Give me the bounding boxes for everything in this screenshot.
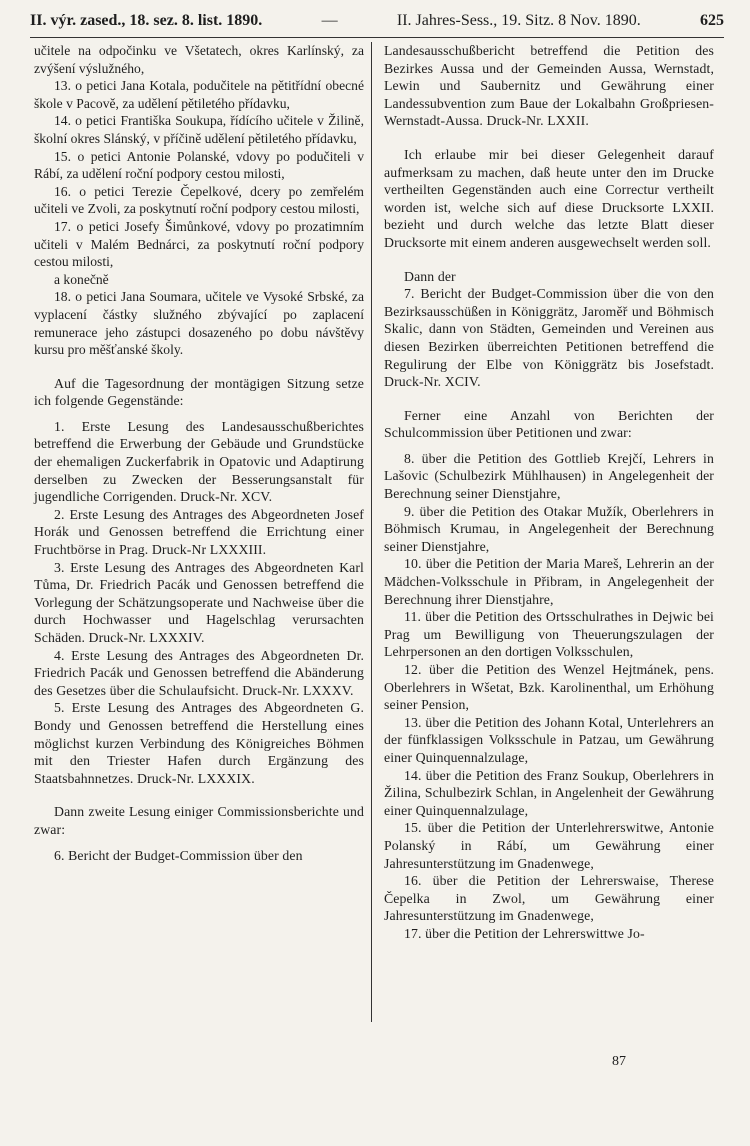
correction-notice: Ich erlaube mir bei dieser Gelegenheit darauf aufmerksam zu machen, daß heute unter den im Drucke vertheilten Gegenständen auch eine Correctur vertheilt worden ist, welche sich auf diese Drucksorte LXXII. bezieht und durch welche das letzte Blatt dieser Drucksorte mit einem anderen ausgewechselt werden soll. <box>384 146 714 250</box>
column-divider <box>371 42 372 1022</box>
agenda-item-8: 8. über die Petition des Gottlieb Krejčí, Lehrers in Lašovic (Schulbezirk Mühlhausen) in Angelegenheit der Berechnung seiner Dienstjahre, <box>384 450 714 502</box>
petition-item-13: 13. o petici Jana Kotala, podučitele na pětitřídní obecné škole v Pacově, za udělení pětiletého přídavku, <box>34 78 364 111</box>
agenda-item-6-continued: Landesausschußbericht betreffend die Petition des Bezirkes Aussa und der Gemeinden Aussa, Wernstadt, Lewin und Saubernitz und Gewährung einer Landessubvention zum Baue der Lokalbahn Großpriesen-Wernstadt-Aussa. Druck-Nr. LXXII. <box>384 43 714 129</box>
school-commission-intro: Ferner eine Anzahl von Berichten der Schulcommission über Petitionen und zwar: <box>384 407 714 441</box>
petition-item-14: 14. o petici Františka Soukupa, řídícího učitele v Žilině, školní okres Slánský, v příčině udělení pětiletého přídavku, <box>34 113 364 146</box>
header-german-session: II. Jahres-Sess., 19. Sitz. 8 Nov. 1890. <box>396 12 641 29</box>
agenda-item-13: 13. über die Petition des Johann Kotal, Unterlehrers an der fünfklassigen Volksschule in Patzau, um Gewährung einer Quinquennalzulage, <box>384 714 714 765</box>
signature-mark: 87 <box>612 1054 626 1069</box>
agenda-item-11: 11. über die Petition des Ortsschulrathes in Dejwic bei Prag um Bewilligung von Theuerungszulagen der Lehrpersonen an den dortigen Volksschulen, <box>384 609 714 660</box>
agenda-item-15: 15. über die Petition der Unterlehrerswitwe, Antonie Polanský in Rábí, um Gewährung einer Jahresunterstützung im Gnadenwege, <box>384 820 714 871</box>
agenda-item-10: 10. über die Petition der Maria Mareš, Lehrerin an der Mädchen-Volksschule in Přibram, in Angelegenheit der Berechnung ihrer Dienstjahre, <box>384 556 714 607</box>
agenda-item-14: 14. über die Petition des Franz Soukup, Oberlehrers in Žilina, Schulbezirk Schlan, in Angelenheit der Gewährung einer Quinquennalzulage, <box>384 767 714 818</box>
agenda-item-12: 12. über die Petition des Wenzel Hejtmánek, pens. Oberlehrers in Wšetat, Bzk. Karolinenthal, um Erhöhung seiner Pension, <box>384 662 714 713</box>
page-header <box>30 8 724 34</box>
agenda-item-5: 5. Erste Lesung des Antrages des Abgeordneten G. Bondy und Genossen betreffend die Herstellung eines möglichst kurzen Verbindung des Königreiches Böhmen mit den Triester Hafen durch Ergänzung des Staatsbahnnetzes. Druck-Nr. LXXXIX. <box>34 700 364 786</box>
header-rule <box>30 37 724 38</box>
agenda-intro: Auf die Tagesordnung der montägigen Sitzung setze ich folgende Gegenstände: <box>34 375 364 409</box>
right-column <box>384 42 714 943</box>
agenda-item-4: 4. Erste Lesung des Antrages des Abgeordneten Dr. Friedrich Pacák und Genossen betreffend die Abänderung des Gesetzes über die Schulaufsicht. Druck-Nr. LXXXV. <box>34 647 364 698</box>
agenda-item-2: 2. Erste Lesung des Antrages des Abgeordneten Josef Horák und Genossen betreffend die Errichtung einer Fruchtbörse in Prag. Druck-Nr LXXXIII. <box>34 506 364 558</box>
paragraph: učitele na odpočinku ve Všetatech, okres Karlínský, za zvýšení výslužného, <box>34 43 364 76</box>
petition-item-17: 17. o petici Josefy Šimůnkové, vdovy po prozatimním učiteli v Malém Bednárci, za poskytnutí roční podpory cestou milosti, <box>34 218 364 270</box>
dann-der: Dann der <box>404 268 456 284</box>
header-separator: — <box>321 12 338 29</box>
petition-item-15: 15. o petici Antonie Polanské, vdovy po podučiteli v Rábí, za udělení roční podpory cestou milosti, <box>34 148 364 182</box>
agenda-item-9: 9. über die Petition des Otakar Mužík, Oberlehrers in Böhmisch Krumau, in Angelegenheit der Berechnung seiner Dienstjahre, <box>384 503 714 554</box>
agenda-item-1: 1. Erste Lesung des Landesausschußberichtes betreffend die Erwerbung der Gebäude und Grundstücke der ehemaligen Zuckerfabrik in Opatovic und Adaptirung derselben zu Zwecken der Besserungsanstalt für jugendliche Corrigenden. Druck-Nr. XCV. <box>34 418 364 505</box>
agenda-item-16: 16. über die Petition der Lehrerswaise, Therese Čepelka in Zwol, um Gewährung einer Jahresunterstützung im Gnadenwege, <box>384 873 714 924</box>
agenda-item-17: 17. über die Petition der Lehrerswittwe Jo- <box>404 925 645 941</box>
left-column <box>34 42 364 864</box>
petition-item-16: 16. o petici Terezie Čepelkové, dcery po zemřelém učiteli ve Zvoli, za poskytnutí roční podpory cestou milosti, <box>34 183 364 217</box>
agenda-item-3: 3. Erste Lesung des Antrages des Abgeordneten Karl Tůma, Dr. Friedrich Pacák und Genossen betreffend die Vorlegung der Schätzungsoperate und Nachweise über die durch Hochwasser und Hagelschlag verursachten Schäden. Druck-Nr. LXXXIV. <box>34 559 364 645</box>
transition-text: a konečně <box>54 271 109 287</box>
agenda-item-6: 6. Bericht der Budget-Commission über den <box>54 847 303 863</box>
page-number: 625 <box>699 12 724 29</box>
agenda-item-7: 7. Bericht der Budget-Commission über die von den Bezirksausschüßen in Königgrätz, Jaroměř und Böhmisch Skalic, dann von Städten, Gemeinden und Vereinen aus diesen Bezirken überreichten Petitionen betreffend die Regulirung der Elbe von Königgrätz bis Josefstadt. Druck-Nr. XCIV. <box>384 286 714 390</box>
petition-item-18: 18. o petici Jana Soumara, učitele ve Vysoké Srbské, za vyplacení částky služného zbývající po zaplacení remunerace jeho zástupci dosazeného po dobu návštěvy kursu pro měšťanské školy. <box>34 289 364 358</box>
second-reading-intro: Dann zweite Lesung einiger Commissionsberichte und zwar: <box>34 804 364 837</box>
header-czech-session: II. výr. zased., 18. sez. 8. list. 1890. <box>30 12 263 29</box>
